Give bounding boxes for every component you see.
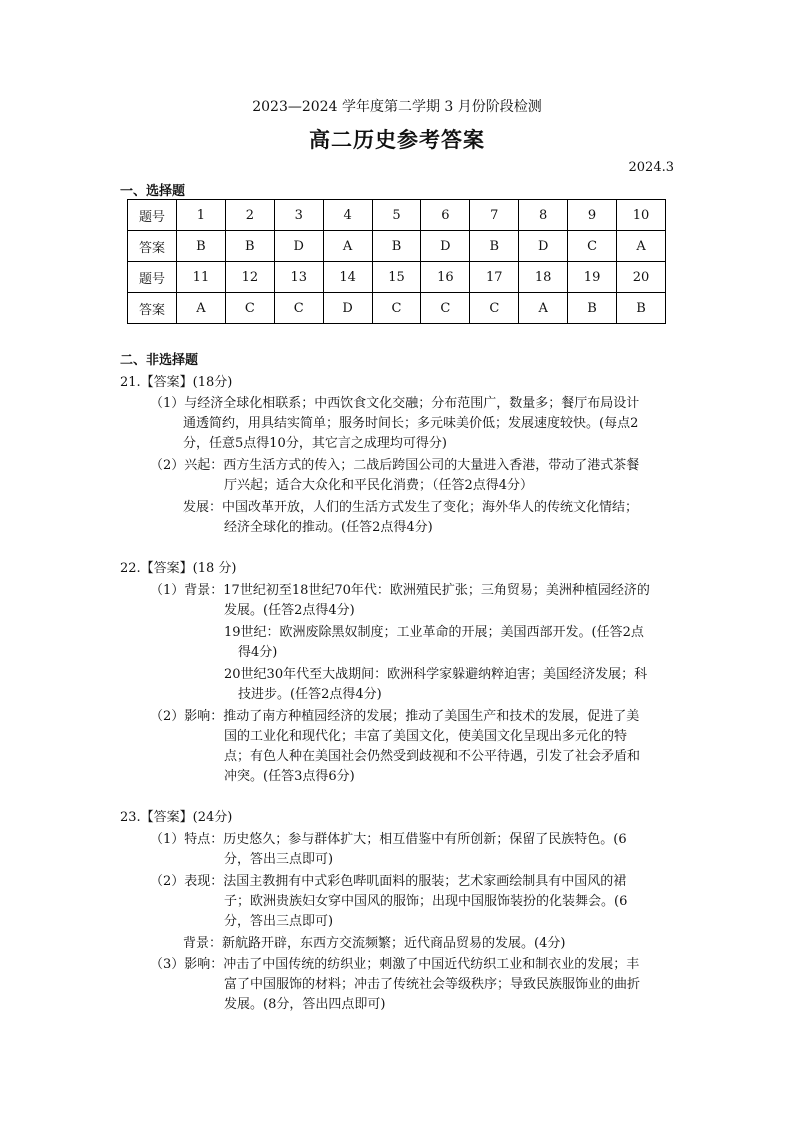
table-cell: 15 [372, 262, 421, 293]
page-title: 高二历史参考答案 [309, 127, 485, 152]
answer-line: 得4分) [238, 645, 278, 660]
answer-line: 分，答出三点即可) [224, 914, 334, 929]
answer-line: 发展。(8分，答出四点即可) [224, 997, 386, 1012]
question-22-head: 22.【答案】(18 分) [120, 561, 237, 576]
table-cell: C [568, 231, 617, 262]
table-cell: D [274, 231, 323, 262]
table-cell: B [470, 231, 519, 262]
table-row-answer-2 [128, 293, 666, 324]
table-cell: 7 [470, 200, 519, 231]
answer-line: （2）兴起：西方生活方式的传入；二战后跨国公司的大量进入香港，带动了港式茶餐 [150, 458, 640, 473]
answer-line: （2）影响：推动了南方种植园经济的发展；推动了美国生产和技术的发展，促进了美 [150, 709, 640, 724]
table-cell: 10 [617, 200, 666, 231]
table-cell: B [568, 293, 617, 324]
question-23-head: 23.【答案】(24分) [120, 810, 233, 825]
table-cell: D [323, 293, 372, 324]
table-row-answer-1 [128, 231, 666, 262]
row-label-question: 题号 [128, 200, 177, 231]
answer-line: 富了中国服饰的材料；冲击了传统社会等级秩序；导致民族服饰业的曲折 [224, 977, 641, 992]
answer-line: （1）与经济全球化相联系；中西饮食文化交融；分布范围广，数量多；餐厅布局设计 [150, 396, 640, 411]
row-label-answer: 答案 [128, 293, 177, 324]
answer-line: （3）影响：冲击了中国传统的纺织业；刺激了中国近代纺织工业和制衣业的发展；丰 [150, 957, 640, 972]
table-cell: C [225, 293, 274, 324]
answer-line: 经济全球化的推动。(任答2点得4分) [224, 520, 433, 535]
exam-subtitle: 2023—2024 学年度第二学期 3 月份阶段检测 [252, 99, 542, 115]
question-21-head: 21.【答案】(18分) [120, 375, 233, 390]
answer-line: 国的工业化和现代化；丰富了美国文化，使美国文化呈现出多元化的特 [224, 729, 628, 744]
row-label-question: 题号 [128, 262, 177, 293]
answer-line: （1）特点：历史悠久；参与群体扩大；相互借鉴中有所创新；保留了民族特色。(6 [150, 832, 627, 847]
table-cell: 2 [225, 200, 274, 231]
table-cell: 6 [421, 200, 470, 231]
answer-line: （2）表现：法国主教拥有中式彩色哔叽面料的服装；艺术家画绘制具有中国风的裙 [150, 874, 627, 889]
table-cell: B [225, 231, 274, 262]
exam-date: 2024.3 [628, 160, 674, 175]
answer-line: 技进步。(任答2点得4分) [238, 687, 382, 702]
table-cell: D [421, 231, 470, 262]
answer-line: 点；有色人种在美国社会仍然受到歧视和不公平待遇，引发了社会矛盾和 [224, 749, 641, 764]
answer-line: 19世纪：欧洲废除黑奴制度；工业革命的开展；美国西部开发。(任答2点 [224, 625, 644, 640]
table-cell: 4 [323, 200, 372, 231]
table-cell: A [519, 293, 568, 324]
table-cell: D [519, 231, 568, 262]
table-cell: B [617, 293, 666, 324]
table-cell: 16 [421, 262, 470, 293]
table-cell: B [177, 231, 226, 262]
table-cell: B [372, 231, 421, 262]
table-cell: A [177, 293, 226, 324]
table-cell: 11 [177, 262, 226, 293]
table-cell: 3 [274, 200, 323, 231]
table-cell: 8 [519, 200, 568, 231]
answer-line: 分，答出三点即可) [224, 852, 334, 867]
table-row-question-1 [128, 200, 666, 231]
answer-line: 分，任意5点得10分，其它言之成理均可得分) [183, 436, 447, 451]
table-row-question-2 [128, 262, 666, 293]
table-cell: 5 [372, 200, 421, 231]
table-cell: 12 [225, 262, 274, 293]
table-cell: C [372, 293, 421, 324]
table-cell: 18 [519, 262, 568, 293]
answer-line: （1）背景：17世纪初至18世纪70年代：欧洲殖民扩张；三角贸易；美洲种植园经济的 [150, 583, 650, 598]
answer-line: 发展。(任答2点得4分) [224, 603, 355, 618]
table-cell: 17 [470, 262, 519, 293]
section-choice-title: 一、选择题 [120, 184, 186, 199]
table-cell: A [617, 231, 666, 262]
table-cell: 19 [568, 262, 617, 293]
answer-line: 20世纪30年代至大战期间：欧洲科学家躲避纳粹迫害；美国经济发展；科 [224, 667, 648, 682]
table-cell: A [323, 231, 372, 262]
table-cell: C [274, 293, 323, 324]
table-cell: C [470, 293, 519, 324]
table-cell: 20 [617, 262, 666, 293]
answer-line: 冲突。(任答3点得6分) [224, 769, 355, 784]
table-cell: 1 [177, 200, 226, 231]
answer-table [127, 199, 666, 324]
table-cell: C [421, 293, 470, 324]
section-nonchoice-title: 二、非选择题 [120, 353, 199, 368]
answer-line: 厅兴起；适合大众化和平民化消费；（任答2点得4分） [224, 478, 534, 493]
answer-line: 通透简约，用具结实简单；服务时间长；多元味美价低；发展速度较快。(每点2 [183, 416, 639, 431]
answer-line: 背景：新航路开辟，东西方交流频繁；近代商品贸易的发展。(4分) [183, 936, 566, 951]
table-cell: 13 [274, 262, 323, 293]
table-cell: 14 [323, 262, 372, 293]
table-cell: 9 [568, 200, 617, 231]
answer-line: 发展：中国改革开放，人们的生活方式发生了变化；海外华人的传统文化情结； [183, 500, 639, 515]
row-label-answer: 答案 [128, 231, 177, 262]
answer-line: 子；欧洲贵族妇女穿中国风的服饰；出现中国服饰装扮的化装舞会。(6 [224, 894, 628, 909]
